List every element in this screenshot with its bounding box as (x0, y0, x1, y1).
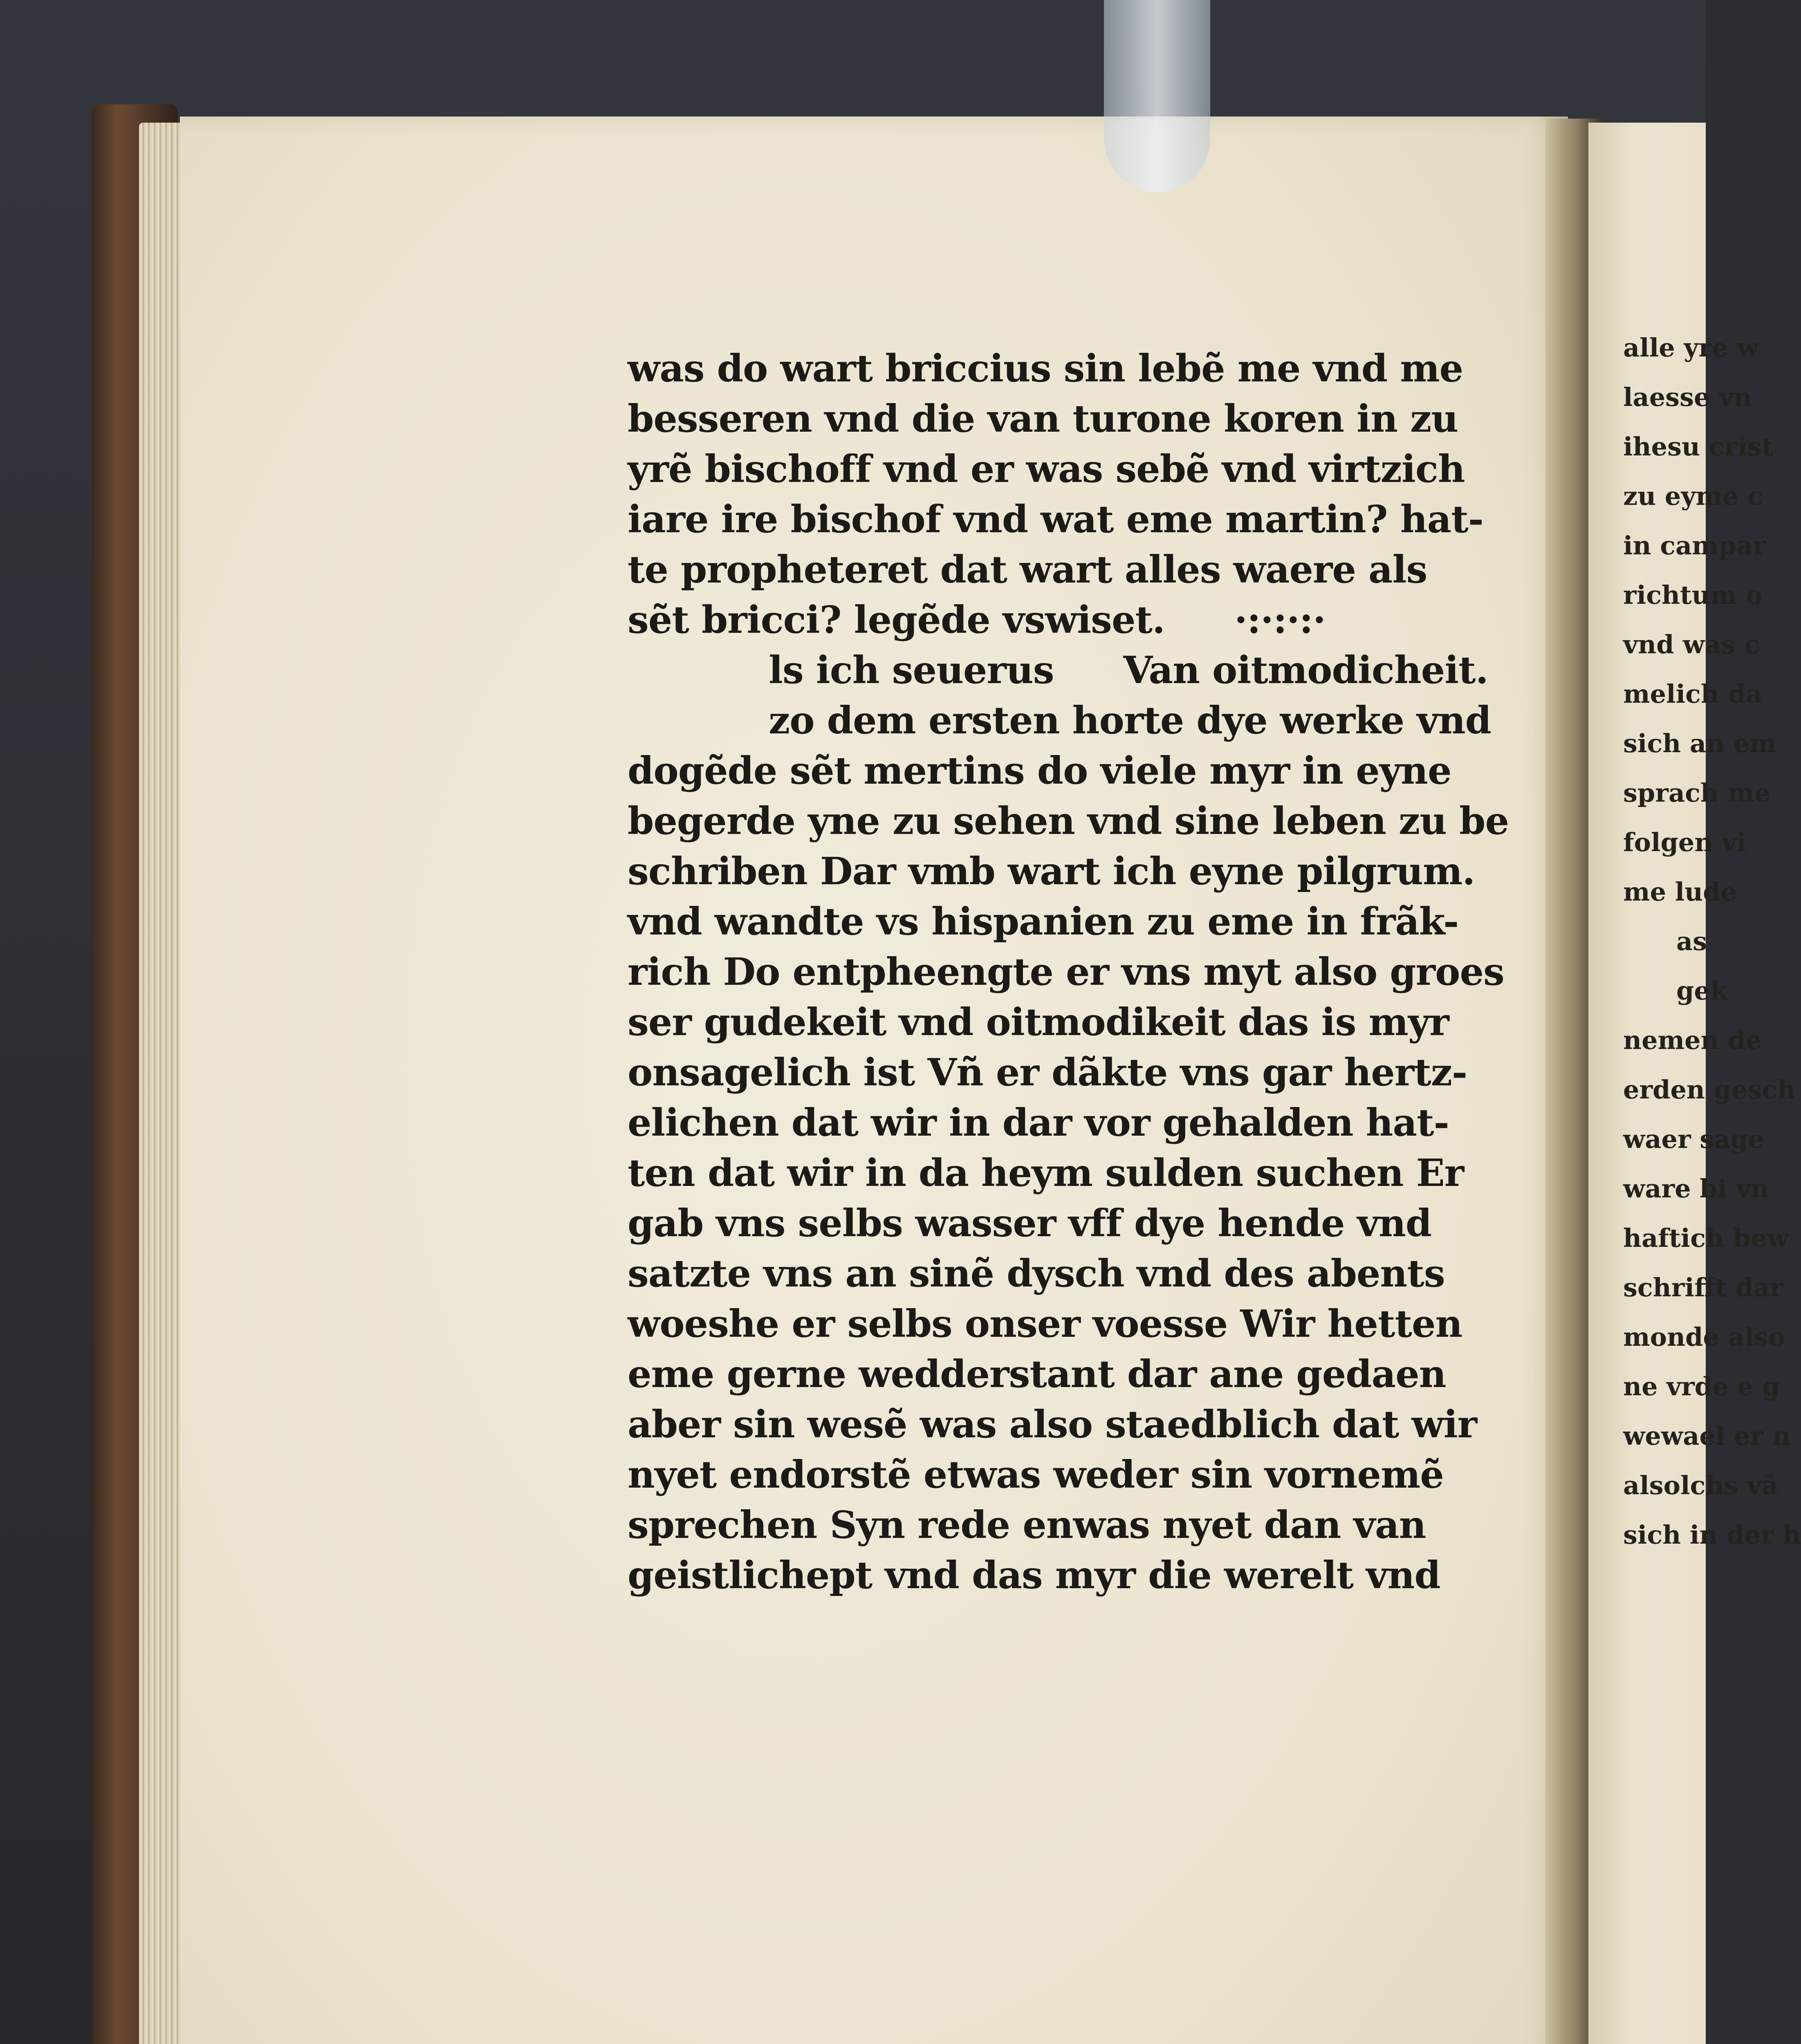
margin-line: melich da (1623, 679, 1763, 709)
margin-line: gek (1676, 976, 1728, 1006)
text-line: dogẽde sẽt mertins do viele myr in eyne (628, 749, 1451, 793)
margin-line: as (1676, 926, 1707, 956)
text-line: was do wart briccius sin lebẽ me vnd me (628, 346, 1463, 390)
margin-line: richtum o (1623, 580, 1763, 610)
margin-line: ihesu crist (1623, 432, 1774, 462)
text-line-part: sẽt bricci? legẽde vswiset. (628, 598, 1165, 642)
text-line: nyet endorstẽ etwas weder sin vornemẽ (628, 1452, 1444, 1497)
text-line: begerde yne zu sehen vnd sine leben zu be (628, 799, 1509, 843)
margin-line: haftich bew (1623, 1223, 1789, 1253)
text-line: vnd wandte vs hispanien zu eme in frãk- (628, 899, 1459, 944)
margin-line: alle yre w (1623, 333, 1759, 363)
page-clip-top (1104, 0, 1210, 192)
margin-line: sprach me (1623, 778, 1771, 808)
margin-line: sich an em (1623, 728, 1776, 758)
text-line: elichen dat wir in dar vor gehalden hat- (628, 1100, 1449, 1145)
margin-line: zu eyme c (1623, 481, 1763, 511)
text-line: geistlichept vnd das myr die werelt vnd (628, 1553, 1440, 1597)
margin-line: ware bi vn (1623, 1174, 1769, 1204)
text-line-part: ls ich seuerus (769, 648, 1054, 692)
text-line: woeshe er selbs onser voesse Wir hetten (628, 1302, 1462, 1346)
chapter-heading: Van oitmodicheit. (1123, 648, 1488, 692)
margin-line: ne vrde e g (1623, 1372, 1780, 1401)
margin-line: erden gesch (1623, 1075, 1796, 1105)
main-text-block (628, 343, 1509, 1600)
text-line: aber sin wesẽ was also staedblich dat wir (628, 1402, 1477, 1446)
margin-line: alsolchs vã (1623, 1470, 1779, 1500)
text-line: eme gerne wedderstant dar ane gedaen (628, 1352, 1446, 1396)
margin-line: sich in der h (1623, 1520, 1801, 1550)
text-line: rich Do entpheengte er vns myt also groes (628, 950, 1504, 994)
margin-line: vnd was c (1623, 630, 1760, 659)
text-line: te propheteret dat wart alles waere als (628, 547, 1427, 592)
text-line (628, 645, 1488, 695)
text-line: onsagelich ist Vñ er dãkte vns gar hertz- (628, 1050, 1467, 1094)
text-line: ser gudekeit vnd oitmodikeit das is myr (628, 1000, 1449, 1044)
text-line (628, 595, 1466, 645)
text-line: satzte vns an sinẽ dysch vnd des abents (628, 1251, 1445, 1295)
margin-line: folgen vi (1623, 827, 1746, 857)
text-line: zo dem ersten horte dye werke vnd (769, 698, 1491, 742)
text-line: sprechen Syn rede enwas nyet dan van (628, 1503, 1426, 1547)
right-page-text (1623, 323, 1801, 1560)
margin-line: monde also (1623, 1322, 1785, 1352)
text-line: schriben Dar vmb wart ich eyne pilgrum. (628, 849, 1475, 893)
margin-line: me lude (1623, 877, 1737, 907)
margin-line: wewael er n (1623, 1421, 1791, 1451)
margin-line: schrifft dar (1623, 1273, 1783, 1302)
margin-line: in campar (1623, 531, 1766, 560)
margin-line: waer sage (1623, 1124, 1765, 1154)
text-line: ten dat wir in da heym sulden suchen Er (628, 1151, 1464, 1195)
margin-line: laesse vn (1623, 382, 1752, 412)
text-line: yrẽ bischoff vnd er was sebẽ vnd virtzich (628, 447, 1465, 491)
ornament-mark: ·:·:·:· (1234, 598, 1326, 642)
text-line: besseren vnd die van turone koren in zu (628, 397, 1458, 441)
margin-line: nemen de (1623, 1025, 1762, 1055)
text-line: iare ire bischof vnd wat eme martin? hat- (628, 497, 1483, 541)
text-line: gab vns selbs wasser vff dye hende vnd (628, 1201, 1432, 1245)
